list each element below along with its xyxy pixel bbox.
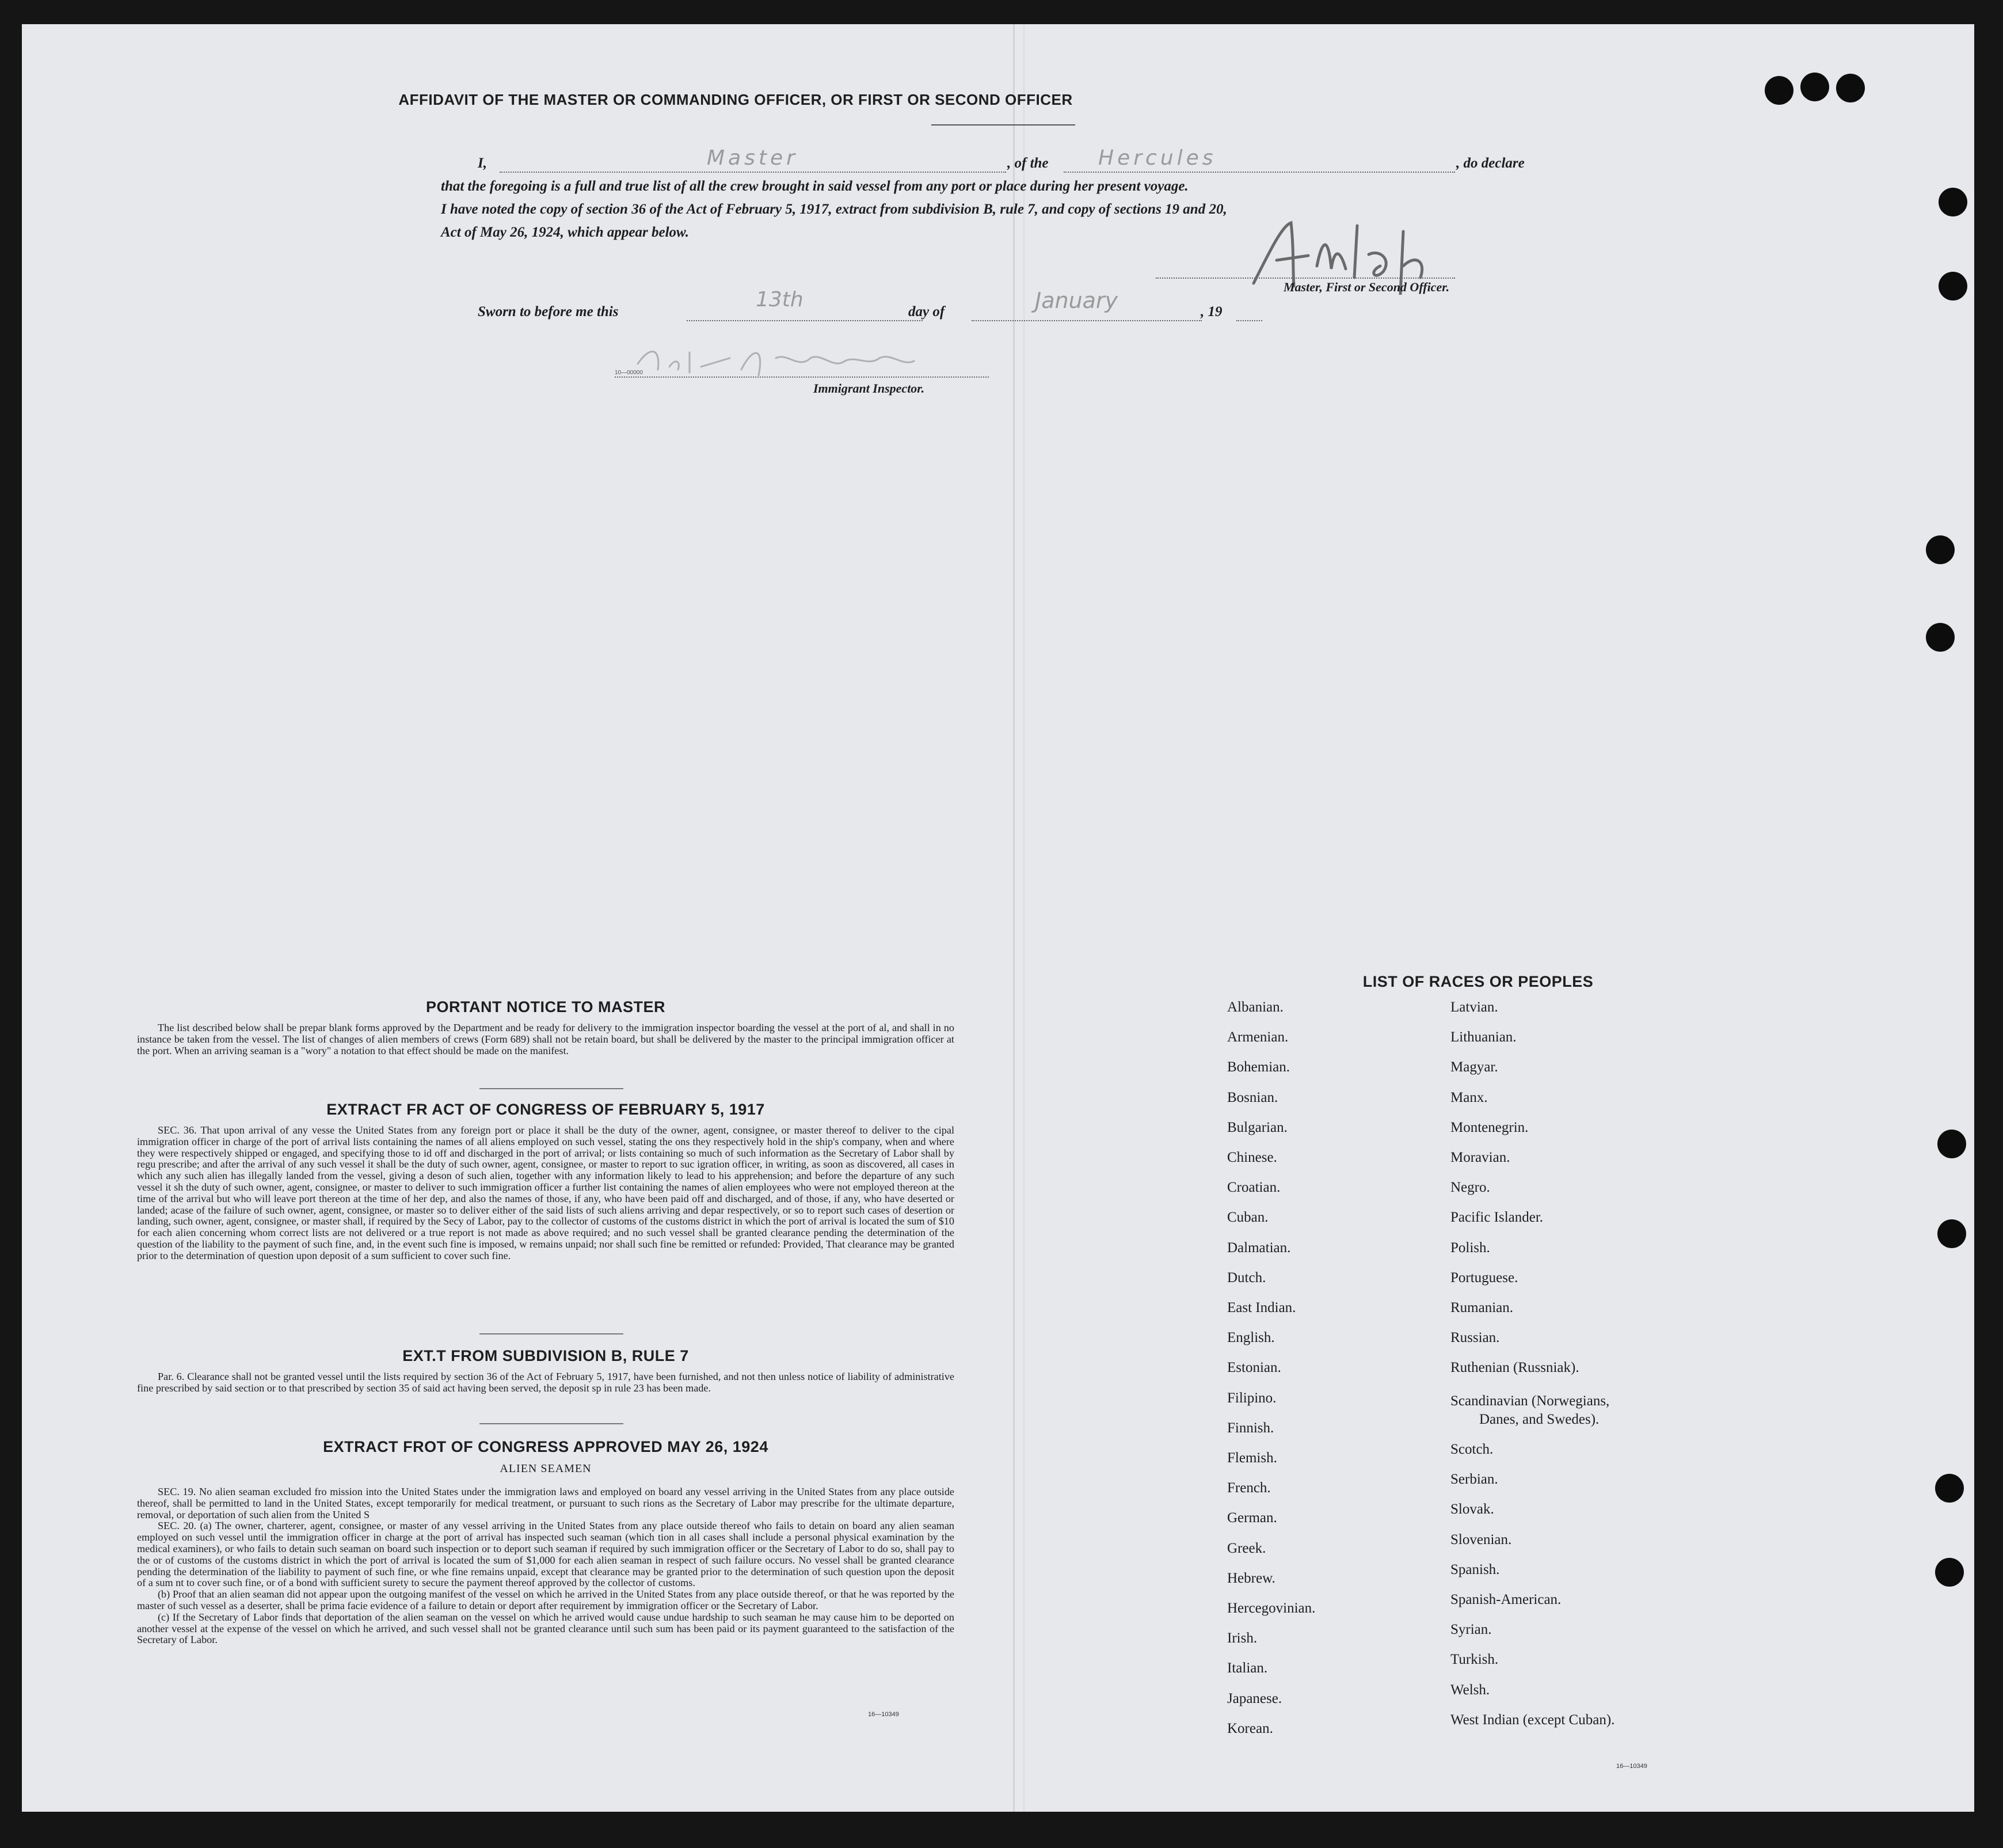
- sec20c-text: (c) If the Secretary of Labor finds that deportation of the alien seaman on the vessel on which he arrived would cause undue hardship to such seaman he may cause him to be deported on another vessel at the expense of the vessel on which he arrived, and such vessel shall not be granted clearance until such sum has been paid or its payment guaranteed to the satisfaction of the Secretary of Labor.: [137, 1611, 954, 1646]
- race-item: Negro.: [1450, 1180, 1490, 1196]
- race-item: French.: [1227, 1480, 1271, 1496]
- notice-body: [137, 1022, 954, 1056]
- form-number-right: 16—10349: [1616, 1763, 1647, 1770]
- of-the-label: , of the: [1007, 155, 1049, 171]
- race-item: Serbian.: [1450, 1471, 1498, 1488]
- notice-text: The list described below shall be prepar blank forms approved by the Department and be ready for delivery to the immigration inspector boarding the vessel at the port of al, and shall in no instance be taken from the vessel. The list of changes of alien members of crews (Form 689) shall not be retain board, but shall be delivered by the master to the principal immigration officer at the port. When an arriving seaman is a "wory" a notation to that effect should be made on the manifest.: [137, 1022, 954, 1056]
- race-item: Polish.: [1450, 1239, 1490, 1256]
- inspector-line: [615, 377, 989, 378]
- race-item: Danes, and Swedes).: [1479, 1411, 1600, 1427]
- race-item: Scandinavian (Norwegians,: [1450, 1393, 1610, 1409]
- race-item: Flemish.: [1227, 1450, 1277, 1466]
- act1917-body: [137, 1125, 954, 1262]
- race-item: Italian.: [1227, 1660, 1268, 1676]
- small-code: 10—00000: [615, 370, 643, 376]
- name-line: [500, 172, 1006, 173]
- race-item: Ruthenian (Russniak).: [1450, 1360, 1579, 1376]
- race-item: East Indian.: [1227, 1300, 1296, 1315]
- signature-caption: Master, First or Second Officer.: [1284, 280, 1450, 294]
- race-item: Spanish-American.: [1450, 1592, 1562, 1608]
- race-item: Bulgarian.: [1227, 1119, 1288, 1135]
- race-item: Armenian.: [1227, 1029, 1289, 1045]
- race-item: Albanian.: [1227, 999, 1284, 1015]
- i-label: I,: [478, 155, 487, 171]
- race-item: Latvian.: [1450, 999, 1498, 1015]
- act1917-heading: EXTRACT FR ACT OF CONGRESS OF FEBRUARY 5, 1917: [326, 1101, 765, 1118]
- punch-hole: [1939, 272, 1967, 301]
- day-line: [687, 320, 923, 321]
- subdivisionB-body: [137, 1371, 954, 1394]
- divider-2: [479, 1333, 623, 1334]
- sec19-text: SEC. 19. No alien seaman excluded fro mission into the United States under the immigration laws and employed on board any vessel arriving in the United States from any place outside thereof, shall be permitted to land in the United States, except temporarily for medical treatment, or pursuant to such rions as the Secretary of Labor may prescribe for the ultimate departure, removal, or deportation of such alien from the United S: [137, 1486, 954, 1520]
- form-number-left: 16—10349: [868, 1711, 899, 1718]
- notice-heading: PORTANT NOTICE TO MASTER: [426, 998, 665, 1016]
- page-fold-shadow: [1023, 24, 1025, 1812]
- punch-hole: [1935, 1558, 1964, 1587]
- race-item: Croatian.: [1227, 1180, 1281, 1196]
- race-item: Montenegrin.: [1450, 1119, 1529, 1135]
- race-item: Pacific Islander.: [1450, 1210, 1544, 1226]
- affidavit-line-4: Act of May 26, 1924, which appear below.: [441, 225, 690, 240]
- race-item: Hercegovinian.: [1227, 1600, 1316, 1616]
- race-item: West Indian (except Cuban).: [1450, 1712, 1615, 1728]
- race-item: Dutch.: [1227, 1269, 1266, 1286]
- affidavit-line-2: that the foregoing is a full and true list of all the crew brought in said vessel from any port or place during her present voyage.: [441, 178, 1189, 194]
- handwritten-vessel: Hercules: [1098, 146, 1217, 170]
- race-item: Irish.: [1227, 1630, 1258, 1647]
- race-item: Filipino.: [1227, 1390, 1277, 1406]
- sworn-label: Sworn to before me this: [478, 304, 619, 320]
- race-item: Portuguese.: [1450, 1269, 1518, 1286]
- race-item: Bosnian.: [1227, 1089, 1278, 1105]
- vessel-line: [1064, 172, 1455, 173]
- punch-hole: [1926, 623, 1955, 652]
- do-declare-label: , do declare: [1456, 155, 1525, 171]
- race-item: Bohemian.: [1227, 1059, 1290, 1075]
- race-item: Lithuanian.: [1450, 1029, 1517, 1045]
- race-item: Slovenian.: [1450, 1531, 1512, 1547]
- race-item: Cuban.: [1227, 1210, 1269, 1226]
- race-item: Korean.: [1227, 1720, 1273, 1736]
- inspector-signature: [626, 335, 949, 387]
- sec20a-text: SEC. 20. (a) The owner, charterer, agent, consignee, or master of any vessel arriving in the United States from any place outside thereof who fails to detain on board any alien seaman employed on such vessel until the immigration officer in charge at the port of arrival has inspected such seaman (which tion in all cases shall include a personal physical examination by the medical examiners), or who fails to detain such seaman on board such inspection or to deport such seaman if required by such immigration officer or the Secretary of Labor to do so, shall pay to the or of customs of the customs district in which the port of arrival is located the sum of $1,000 for each alien seaman in respect of such failure occurs. No vessel shall be granted clearance pending the determination of the liability to payment of such fine, or whe fine remains unpaid, except that clearance may be granted prior to the determination of such question upon the deposit of a sum nt to cover such fine, or of a bond with sufficient surety to secure the payment thereof approved by the collector of customs.: [137, 1520, 954, 1589]
- punch-hole: [1765, 76, 1793, 105]
- race-item: Chinese.: [1227, 1150, 1277, 1165]
- race-item: Spanish.: [1450, 1561, 1500, 1577]
- punch-hole: [1935, 1474, 1964, 1503]
- affidavit-line-3: I have noted the copy of section 36 of the Act of February 5, 1917, extract from subdivision B, rule 7, and copy of sections 19 and 20,: [441, 201, 1227, 217]
- race-item: Syrian.: [1450, 1622, 1492, 1638]
- race-item: Hebrew.: [1227, 1570, 1275, 1586]
- punch-hole: [1937, 1219, 1966, 1248]
- race-item: Scotch.: [1450, 1442, 1494, 1458]
- punch-hole: [1836, 74, 1865, 102]
- race-item: Turkish.: [1450, 1652, 1499, 1668]
- handwritten-month: January: [1035, 288, 1118, 313]
- race-item: Moravian.: [1450, 1150, 1510, 1165]
- page-fold: [1013, 24, 1015, 1812]
- race-item: Dalmatian.: [1227, 1239, 1291, 1256]
- handwritten-name: Master: [707, 146, 798, 170]
- day-of-label: day of: [908, 304, 945, 320]
- punch-hole: [1939, 188, 1967, 216]
- race-item: Manx.: [1450, 1089, 1488, 1105]
- race-item: Welsh.: [1450, 1682, 1490, 1698]
- race-item: English.: [1227, 1330, 1275, 1346]
- act1924-heading: EXTRACT FROT OF CONGRESS APPROVED MAY 26, 1924: [323, 1438, 768, 1455]
- sec20b-text: (b) Proof that an alien seaman did not appear upon the outgoing manifest of the vessel on which he arrived in the United States from any place outside thereof, or that he was reported by the master of such vessel as a deserter, shall be prima facie evidence of a failure to detain or deport after requirement by immigration officer or the Secretary of Labor.: [137, 1588, 954, 1611]
- punch-hole: [1926, 535, 1955, 564]
- handwritten-day: 13th: [756, 288, 804, 311]
- month-line: [972, 320, 1202, 321]
- inspector-caption: Immigrant Inspector.: [813, 381, 925, 396]
- race-item: Rumanian.: [1450, 1300, 1514, 1315]
- act1917-text: SEC. 36. That upon arrival of any vesse the United States from any foreign port or place it shall be the duty of the owner, agent, consignee, or master thereof to deliver to the cipal immigration officer in charge of the port of arrival lists containing the names of all aliens employed on such vessel, stating the ons they respectively hold in the ship's company, when and where they were respectively shipped or engaged, and specifying those to id off and discharged in the port of arrival; or lists containing so much of such information as the Secretary of Labor shall by regu prescribe; and after the arrival of any such vessel it shall be the duty of such owner, agent, consignee, or master to report to suc igration officer, in writing, as soon as discovered, all cases in which any such alien has illegally landed from the vessel, giving a deson of such alien, together with any information likely to lead to his apprehension; and before the departure of any such vessel it sh the duty of such owner, agent, consignee, or master to deliver to such immigration officer a further list containing the names of alien employees who were not employed thereon at the time of the arrival but who will leave port thereon at the time of her dep, and also the names of those, if any, who have been paid off and discharged, and of those, if any, who have deserted or landed; acase of the failure of such owner, agent, consignee, or master so to deliver either of the said lists of such aliens arriving and depar respectively, or so to report such cases of desertion or landing, such owner, agent, consignee, or master shall, if required by the Secy of Labor, pay to the collector of customs of the customs district in which the port of arrival is located the sum of $10 for each alien concerning whom correct lists are not delivered or a true report is not made as above required; and no such vessel shall be granted clearance pending the determination of the question of the liability to the payment of such fine, and, in the event such fine is imposed, w remains unpaid; nor shall such fine be remitted or refunded: Provided, That clearance may be granted prior to the determination of question upon deposit of a sum sufficient to cover such fine.: [137, 1124, 954, 1261]
- year-prefix: , 19: [1201, 304, 1223, 320]
- divider-3: [479, 1423, 623, 1424]
- signature-line: [1156, 277, 1455, 279]
- race-item: Greek.: [1227, 1540, 1266, 1556]
- race-item: Magyar.: [1450, 1059, 1498, 1075]
- subdivisionB-heading: EXT.T FROM SUBDIVISION B, RULE 7: [402, 1347, 689, 1364]
- race-item: Finnish.: [1227, 1420, 1274, 1436]
- punch-hole: [1937, 1130, 1966, 1158]
- race-item: Russian.: [1450, 1330, 1500, 1346]
- divider-1: [479, 1088, 623, 1089]
- punch-hole: [1800, 73, 1829, 101]
- alien-seamen-subheading: ALIEN SEAMEN: [500, 1462, 592, 1475]
- race-item: Estonian.: [1227, 1360, 1281, 1376]
- year-line: [1236, 320, 1262, 321]
- race-item: German.: [1227, 1510, 1277, 1526]
- races-heading: LIST OF RACES OR PEOPLES: [1362, 973, 1594, 990]
- subdivisionB-text: Par. 6. Clearance shall not be granted vessel until the lists required by section 36 of the Act of February 5, 1917, have been furnished, and not then unless notice of liability of administrative fine prescribed by said section or to that prescribed by section 35 of said act having been served, the deposit sp in rule 23 has been made.: [137, 1371, 954, 1394]
- affidavit-title: AFFIDAVIT OF THE MASTER OR COMMANDING OFFICER, OR FIRST OR SECOND OFFICER: [398, 91, 1073, 108]
- title-underline: [931, 124, 1075, 126]
- race-item: Japanese.: [1227, 1690, 1282, 1706]
- act1924-body: [137, 1486, 954, 1646]
- race-item: Slovak.: [1450, 1501, 1494, 1518]
- document-sheet: [22, 24, 1974, 1812]
